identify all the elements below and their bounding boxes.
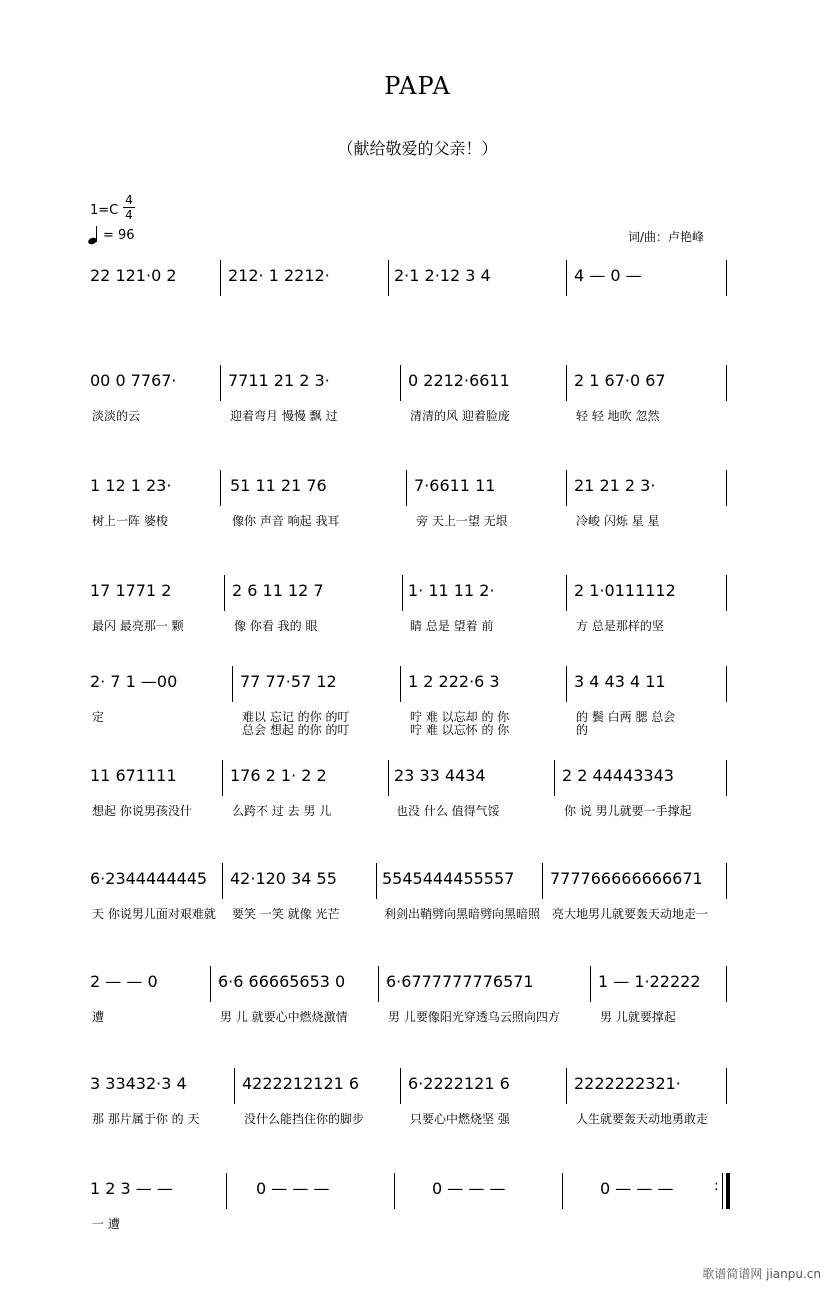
measure-notes: 22 121·0 2 (90, 266, 177, 285)
barline (542, 863, 543, 899)
barline (726, 966, 727, 1002)
tempo-value: = 96 (103, 227, 135, 243)
barline (566, 575, 567, 611)
lyric-segment: 只要心中燃烧坚 强 (410, 1112, 510, 1126)
barline (726, 863, 727, 899)
measure-notes: 7711 21 2 3· (228, 371, 330, 390)
barline (226, 1173, 227, 1209)
measure-notes: 42·120 34 55 (230, 869, 337, 888)
lyric-segment: 淡淡的云 (92, 409, 141, 423)
barline (554, 760, 555, 796)
lyric-segment: 冷峻 闪烁 星 星 (576, 514, 660, 528)
measure-notes: 0 2212·6611 (408, 371, 510, 390)
barline (726, 575, 727, 611)
lyric-segment: 要笑 一笑 就像 光芒 (232, 907, 340, 921)
measure-notes: 3 33432·3 4 (90, 1074, 187, 1093)
measure-notes: 1 12 1 23· (90, 476, 172, 495)
measure-notes: 17 1771 2 (90, 581, 172, 600)
key-signature: 1=C (90, 203, 119, 218)
measure-notes: 21 21 2 3· (574, 476, 656, 495)
measure-notes: 2 6 11 12 7 (232, 581, 324, 600)
lyric-segment: 迎着弯月 慢慢 飘 过 (230, 409, 338, 423)
measure-notes: 4222212121 6 (242, 1074, 360, 1093)
lyric-segment: 一 遭 (92, 1217, 120, 1231)
measure-notes: 6·2344444445 (90, 869, 208, 888)
lyric-segment: 旁 天上一望 无垠 (416, 514, 508, 528)
measure-notes: 7·6611 11 (414, 476, 496, 495)
lyric-segment: 的 鬓 白两 腮 总会 (576, 710, 676, 724)
barline (726, 760, 727, 796)
barline (220, 470, 221, 506)
measure-notes: 2·1 2·12 3 4 (394, 266, 491, 285)
barline (400, 365, 401, 401)
lyric-segment: 清清的风 迎着脸庞 (410, 409, 510, 423)
barline (566, 365, 567, 401)
measure-notes: 2 — — 0 (90, 972, 158, 991)
time-sig-top: 4 (125, 193, 133, 207)
measure-notes: 176 2 1· 2 2 (230, 766, 327, 785)
measure-notes: 777766666666671 (550, 869, 703, 888)
measure-notes: 6·6777777776571 (386, 972, 534, 991)
barline (726, 365, 727, 401)
barline (726, 666, 727, 702)
measure-notes: 1 2 3 — — (90, 1179, 173, 1198)
lyric-segment: 人生就要轰天动地勇敢走 (576, 1112, 709, 1126)
measure-notes: 00 0 7767· (90, 371, 177, 390)
lyric-segment-alt: 的 (576, 723, 589, 737)
measure-notes: 4 — 0 — (574, 266, 642, 285)
repeat-dots: : (714, 1178, 719, 1194)
measure-notes: 51 11 21 76 (230, 476, 327, 495)
time-signature (122, 193, 136, 222)
barline (566, 260, 567, 296)
barline (388, 760, 389, 796)
lyric-segment: 咛 难 以忘却 的 你 (410, 710, 510, 724)
site-watermark: 歌谱简谱网 jianpu.cn (702, 1267, 821, 1281)
lyric-segment: 那 那片属于你 的 天 (92, 1112, 200, 1126)
measure-notes: 0 — — — (600, 1179, 674, 1198)
measure-notes: 1 — 1·22222 (598, 972, 701, 991)
measure-notes: 2222222321· (574, 1074, 681, 1093)
lyricist-composer-credit: 词/曲：卢艳峰 (628, 230, 705, 244)
lyric-segment: 想起 你说男孩没什 (92, 804, 192, 818)
lyric-segment: 难以 忘记 的你 的叮 (242, 710, 350, 724)
measure-notes: 11 671111 (90, 766, 177, 785)
barline (400, 1068, 401, 1104)
measure-notes: 2· 7 1 —00 (90, 672, 178, 691)
lyric-segment-alt: 咛 难 以忘怀 的 你 (410, 723, 510, 737)
measure-notes: 5545444455557 (382, 869, 515, 888)
barline (220, 260, 221, 296)
barline (726, 260, 727, 296)
barline (562, 1173, 563, 1209)
barline (222, 863, 223, 899)
barline (210, 966, 211, 1002)
lyric-segment: 树上一阵 婆梭 (92, 514, 168, 528)
lyric-segment: 男 儿要像阳光穿透乌云照向四方 (388, 1010, 560, 1024)
lyric-segment: 天 你说男儿面对艰难就 (92, 907, 216, 921)
barline (378, 966, 379, 1002)
barline (224, 575, 225, 611)
barline (566, 1068, 567, 1104)
lyric-segment: 方 总是那样的坚 (576, 619, 664, 633)
barline (232, 666, 233, 702)
barline (376, 863, 377, 899)
tempo-marking (88, 226, 135, 244)
lyric-segment: 男 儿 就要心中燃烧激情 (220, 1010, 348, 1024)
lyric-segment-alt: 总会 想起 的你 的叮 (242, 723, 350, 737)
measure-notes: 2 1 67·0 67 (574, 371, 666, 390)
measure-notes: 2 1·0111112 (574, 581, 676, 600)
lyric-segment: 利剑出鞘劈向黑暗劈向黑暗照 (384, 907, 541, 921)
measure-notes: 6·6 66665653 0 (218, 972, 346, 991)
lyric-segment: 定 (92, 710, 105, 724)
barline (566, 666, 567, 702)
lyric-segment: 亮大地男儿就要轰天动地走一 (552, 907, 709, 921)
lyric-segment: 也没 什么 值得气馁 (396, 804, 500, 818)
measure-notes: 1 2 222·6 3 (408, 672, 500, 691)
measure-notes: 1· 11 11 2· (408, 581, 495, 600)
lyric-segment: 没什么能挡住你的脚步 (244, 1112, 365, 1126)
barline (406, 470, 407, 506)
lyric-segment: 像你 声音 响起 我耳 (232, 514, 340, 528)
barline (566, 470, 567, 506)
barline (726, 1068, 727, 1104)
barline (388, 260, 389, 296)
barline (220, 365, 221, 401)
measure-notes: 2 2 44443343 (562, 766, 674, 785)
measure-notes: 0 — — — (256, 1179, 330, 1198)
lyric-segment: 遭 (92, 1010, 105, 1024)
lyric-segment: 你 说 男儿就要一手撑起 (564, 804, 692, 818)
final-barline (726, 1173, 730, 1209)
barline (394, 1173, 395, 1209)
barline (222, 760, 223, 796)
barline (234, 1068, 235, 1104)
final-barline-thin (722, 1173, 723, 1209)
measure-notes: 23 33 4434 (394, 766, 486, 785)
measure-notes: 6·2222121 6 (408, 1074, 510, 1093)
measure-notes: 212· 1 2212· (228, 266, 330, 285)
lyric-segment: 睛 总是 望着 前 (410, 619, 494, 633)
dedication-subtitle: （献给敬爱的父亲！） (337, 139, 498, 158)
lyric-segment: 么跨不 过 去 男 儿 (232, 804, 332, 818)
time-sig-bottom: 4 (125, 208, 133, 222)
lyric-segment: 男 儿就要撑起 (600, 1010, 676, 1024)
barline (402, 575, 403, 611)
barline (400, 666, 401, 702)
quarter-note-icon (88, 226, 100, 244)
song-title: PAPA (384, 72, 451, 100)
lyric-segment: 像 你看 我的 眼 (234, 619, 318, 633)
measure-notes: 77 77·57 12 (240, 672, 337, 691)
measure-notes: 0 — — — (432, 1179, 506, 1198)
barline (590, 966, 591, 1002)
lyric-segment: 最闪 最亮那一 颗 (92, 619, 184, 633)
barline (726, 470, 727, 506)
measure-notes: 3 4 43 4 11 (574, 672, 666, 691)
lyric-segment: 轻 轻 地吹 忽然 (576, 409, 660, 423)
